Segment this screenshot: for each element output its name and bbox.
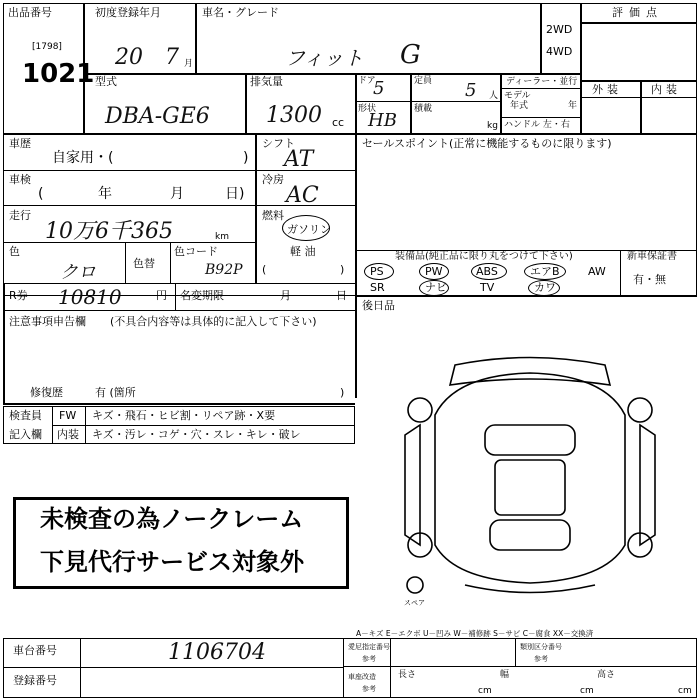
recycle-value: 10810 — [58, 285, 122, 309]
first-reg-unit: 月 — [184, 59, 194, 69]
divider — [255, 133, 257, 283]
name-change-month: 月 — [280, 289, 291, 302]
history-close: ) — [243, 150, 249, 166]
fuel-paren-close: ) — [340, 263, 345, 276]
equipment-item-navi: ナビ — [425, 281, 447, 294]
entry-label: 記入欄 — [9, 428, 42, 441]
recycle-unit: 円 — [156, 289, 167, 302]
divider — [80, 638, 81, 698]
capacity-label: 定員 — [414, 76, 433, 86]
divider — [3, 133, 697, 135]
abs-circle — [471, 263, 507, 280]
equipment-item-abs: ABS — [476, 265, 498, 278]
divider — [170, 242, 171, 283]
width-label: 幅 — [500, 670, 510, 680]
divider — [3, 403, 355, 405]
navi-circle — [419, 280, 449, 296]
shaken-year: 年 — [98, 186, 112, 202]
cm3: cm — [678, 686, 692, 696]
spare-tire — [407, 577, 423, 593]
divider — [620, 250, 621, 296]
equipment-item-airbag: エアB — [530, 265, 560, 278]
divider — [355, 101, 500, 102]
car-name-label: 車名・グレード — [202, 6, 279, 19]
divider — [343, 638, 344, 698]
after-label: 車座改造 — [348, 673, 376, 681]
divider — [500, 88, 580, 89]
pw-circle — [419, 263, 449, 280]
cm1: cm — [478, 686, 492, 696]
notice-line1: 未検査の為ノークレーム — [40, 505, 304, 533]
divider — [580, 22, 697, 24]
shift-label: シフト — [262, 137, 295, 150]
cm2: cm — [580, 686, 594, 696]
interior-label: 内装 — [651, 83, 681, 96]
model-label: 型式 — [95, 75, 117, 88]
inspector-label: 検査員 — [9, 409, 42, 422]
fuel-gasoline: ガソリン — [287, 223, 331, 236]
load-unit: kg — [487, 121, 498, 131]
warranty-value: 有・無 — [633, 273, 666, 286]
reg-label: 登録番号 — [13, 674, 57, 687]
height-label: 高さ — [597, 670, 616, 680]
name-change-label: 名変期限 — [180, 289, 224, 302]
cabin-roof — [495, 460, 565, 515]
divider — [355, 296, 697, 297]
roof-outline — [435, 373, 625, 583]
after-sub: 参考 — [362, 685, 376, 693]
divider — [125, 242, 126, 283]
drive-4wd: 4WD — [546, 45, 573, 58]
repair-value: 有 (箇所 — [95, 386, 136, 399]
divider — [500, 73, 502, 133]
divider — [640, 80, 642, 133]
divider — [580, 80, 697, 82]
mileage-label: 走行 — [9, 209, 31, 222]
notice-line2: 下見代行サービス対象外 — [40, 548, 304, 576]
aircon-value: AC — [286, 183, 319, 208]
notes-label: 注意事項申告欄 — [9, 315, 86, 328]
recolor-label: 色替 — [133, 257, 155, 270]
divider — [3, 283, 355, 284]
repair-close: ) — [340, 386, 345, 399]
name-change-day: 日 — [336, 289, 347, 302]
lot-label: 出品番号 — [8, 6, 52, 19]
car-diagram — [395, 345, 665, 605]
dim-before-label: 愛尼指定番号 — [348, 643, 390, 651]
car-name: フィット — [285, 46, 364, 70]
divider — [580, 97, 697, 98]
divider — [355, 73, 357, 133]
grade: G — [400, 40, 421, 70]
legend: A－キズ E－エクボ U－凹み W－補修跡 S－サビ C－腐食 XX－交換済 — [356, 629, 594, 638]
divider — [245, 73, 247, 133]
fuel-paren: ( — [262, 263, 267, 276]
divider — [515, 638, 516, 666]
equipment-item-tv: TV — [480, 281, 495, 294]
shift-value: AT — [284, 147, 314, 172]
divider — [3, 283, 5, 403]
divider — [410, 73, 412, 133]
repair-label: 修復歴 — [30, 386, 63, 399]
history-value: 自家用・( — [52, 150, 114, 166]
load-label: 積載 — [414, 104, 433, 114]
aircon-label: 冷房 — [262, 173, 284, 186]
handle-label: ハンドル 左・右 — [504, 120, 570, 130]
first-reg-label: 初度登録年月 — [95, 6, 161, 19]
shaken-open: ( — [38, 186, 44, 202]
fw-label: FW — [59, 409, 77, 422]
fuel-label: 燃料 — [262, 209, 284, 222]
warranty-label: 新車保証書 — [627, 251, 677, 262]
leather-circle — [528, 280, 560, 296]
model-value: DBA-GE6 — [105, 104, 210, 129]
capacity-value: 5 — [465, 80, 477, 101]
front-left-wheel — [408, 398, 432, 422]
shape-label: 形状 — [358, 104, 377, 114]
right-side — [640, 425, 655, 545]
first-reg-year: 20 — [115, 45, 143, 70]
doors-value: 5 — [373, 78, 385, 99]
dealer-label: ディーラー・並行 — [506, 77, 578, 87]
shaken-day: 日) — [225, 186, 245, 202]
displacement-label: 排気量 — [250, 75, 283, 88]
rear-bumper — [465, 585, 595, 593]
lot-number: 1021 — [22, 59, 95, 89]
shaken-month: 月 — [170, 186, 184, 202]
chassis-label: 車台番号 — [13, 644, 57, 657]
lot-sub: [1798] — [32, 42, 62, 52]
rear-window — [490, 520, 570, 550]
fuel-light-oil: 軽 油 — [290, 245, 316, 258]
divider — [343, 666, 697, 667]
color-code-value: B92P — [205, 262, 243, 278]
color-code-label: 色コード — [174, 245, 218, 258]
first-reg-month: 7 — [165, 45, 179, 70]
recycle-label: R券 — [9, 289, 28, 302]
equipment-item-pw: PW — [425, 265, 443, 278]
mileage-unit: km — [215, 232, 229, 242]
color-label: 色 — [9, 245, 20, 258]
spare-label: スペア — [404, 599, 425, 607]
divider — [390, 638, 391, 698]
sales-point-label: セールスポイント(正常に機能するものに限ります) — [362, 137, 612, 150]
airbag-circle — [524, 263, 566, 280]
equipment-item-ps: PS — [370, 265, 384, 278]
equipment-item-leather: カワ — [534, 281, 556, 294]
fw-text: キズ・飛石・ヒビ割・リペア跡・X要 — [92, 409, 276, 422]
divider — [195, 3, 197, 73]
score-label: 評価点 — [612, 6, 663, 19]
shape-value: HB — [368, 110, 397, 131]
divider — [500, 117, 580, 118]
windshield — [485, 425, 575, 455]
front-hood — [450, 358, 610, 386]
divider — [52, 425, 355, 426]
model-year-label: モデル — [504, 91, 531, 101]
history-label: 車歴 — [9, 137, 31, 150]
interior-insp-label: 内装 — [57, 428, 79, 441]
shaken-label: 車検 — [9, 173, 31, 186]
color-value: クロ — [60, 262, 96, 283]
divider — [83, 73, 580, 75]
mileage-value: 10万6千365 — [45, 219, 173, 244]
displacement-unit: cc — [332, 116, 345, 129]
after-market-label: 後日品 — [362, 299, 395, 312]
equipment-item-aw: AW — [588, 265, 606, 278]
drive-2wd: 2WD — [546, 23, 573, 36]
interior-insp-text: キズ・汚レ・コゲ・穴・スレ・キレ・破レ — [92, 428, 301, 441]
doors-label: ドア — [358, 76, 376, 86]
divider — [355, 133, 357, 398]
ps-circle — [364, 263, 394, 280]
equipment-item-sr: SR — [370, 281, 385, 294]
left-side — [405, 425, 420, 545]
dim-before-sub: 参考 — [362, 655, 376, 663]
divider — [540, 3, 542, 73]
capacity-unit: 人 — [489, 91, 499, 101]
front-right-wheel — [628, 398, 652, 422]
notes-hint: (不具合内容等は具体的に記入して下さい) — [110, 315, 317, 328]
year-unit: 年 — [568, 101, 578, 111]
chassis-value: 1106704 — [168, 640, 266, 665]
displacement-value: 1300 — [266, 103, 322, 128]
length-label: 長さ — [398, 670, 417, 680]
type-no-label: 類別区分番号 — [520, 643, 562, 651]
divider — [175, 283, 176, 310]
fuel-gasoline-circle — [282, 215, 330, 241]
divider — [3, 310, 355, 311]
model-year-label2: 年式 — [510, 101, 529, 111]
exterior-label: 外装 — [592, 83, 622, 96]
type-no-sub: 参考 — [534, 655, 548, 663]
equipment-label: 装備品(純正品に限り丸をつけて下さい) — [395, 251, 573, 262]
divider — [3, 667, 343, 668]
